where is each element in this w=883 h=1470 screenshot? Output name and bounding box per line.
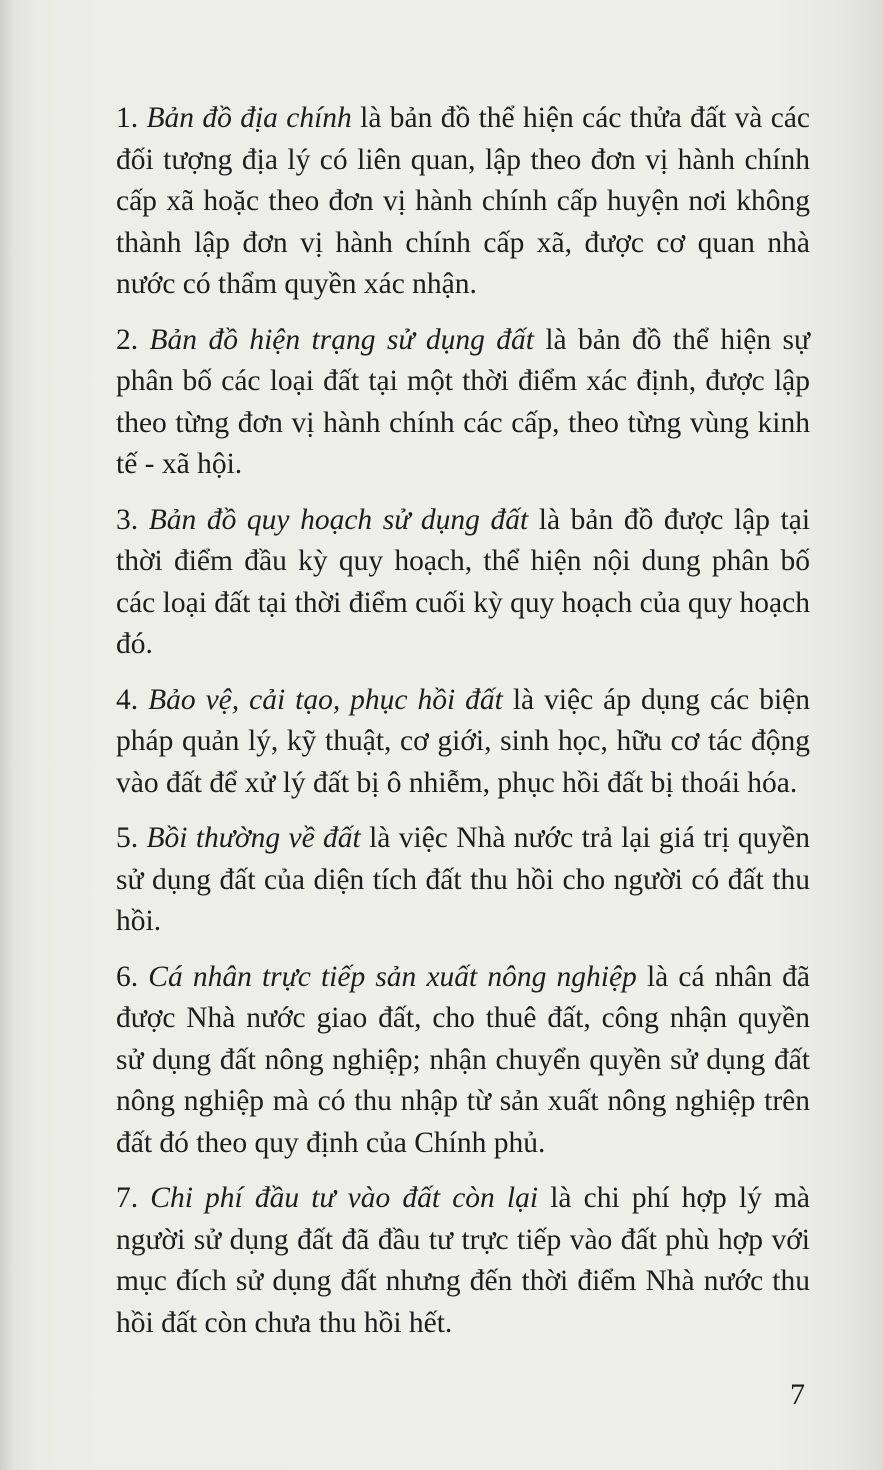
paragraph-number: 1. <box>116 102 139 134</box>
paragraph-6 <box>116 957 810 1165</box>
defined-term: Bảo vệ, cải tạo, phục hồi đất <box>148 683 503 716</box>
definition-text: là bản đồ thể hiện sự phân bố các loại đất tại một thời điểm xác định, được lập theo từng đơn vị hành chính các cấp, theo từng vùng kinh tế - xã hội. <box>116 323 810 480</box>
paragraph-number: 3. <box>116 503 139 536</box>
page-number: 7 <box>790 1378 805 1411</box>
paragraph-3 <box>116 500 810 666</box>
paragraph-number: 4. <box>116 683 139 716</box>
paragraph-2 <box>116 320 810 486</box>
defined-term: Bản đồ địa chính <box>146 102 352 134</box>
definition-text: là bản đồ được lập tại thời điểm đầu kỳ quy hoạch, thể hiện nội dung phân bố các loại đất tại thời điểm cuối kỳ quy hoạch của quy hoạch đó. <box>116 503 811 660</box>
paragraph-4 <box>116 680 810 805</box>
definition-text: là việc Nhà nước trả lại giá trị quyền sử dụng đất của diện tích đất thu hồi cho người có đất thu hồi. <box>116 822 811 937</box>
definition-text: là chi phí hợp lý mà người sử dụng đất đã đầu tư trực tiếp vào đất phù hợp với mục đích sử dụng đất nhưng đến thời điểm Nhà nước thu hồi đất còn chưa thu hồi hết. <box>116 1182 810 1339</box>
paragraph-5 <box>116 818 810 943</box>
defined-term: Cá nhân trực tiếp sản xuất nông nghiệp <box>148 960 637 993</box>
paragraph-1 <box>116 98 810 306</box>
definition-text: là việc áp dụng các biện pháp quản lý, kỹ thuật, cơ giới, sinh học, hữu cơ tác động vào đất để xử lý đất bị ô nhiễm, phục hồi đất bị thoái hóa. <box>116 683 810 799</box>
body-text <box>116 98 810 1358</box>
paragraph-number: 7. <box>116 1182 139 1214</box>
paragraph-number: 5. <box>116 822 139 854</box>
paragraph-number: 2. <box>116 323 139 356</box>
paragraph-number: 6. <box>116 960 139 993</box>
defined-term: Chi phí đầu tư vào đất còn lại <box>150 1182 539 1214</box>
defined-term: Bản đồ quy hoạch sử dụng đất <box>148 503 529 536</box>
paragraph-7 <box>116 1178 810 1344</box>
defined-term: Bản đồ hiện trạng sử dụng đất <box>149 323 534 356</box>
defined-term: Bồi thường về đất <box>146 822 361 854</box>
definition-text: là cá nhân đã được Nhà nước giao đất, cho thuê đất, công nhận quyền sử dụng đất nông nghiệp; nhận chuyển quyền sử dụng đất nông nghiệp mà có thu nhập từ sản xuất nông nghiệp trên đất đó theo quy định của Chính phủ. <box>116 960 811 1159</box>
definition-text: là bản đồ thể hiện các thửa đất và các đối tượng địa lý có liên quan, lập theo đơn vị hành chính cấp xã hoặc theo đơn vị hành chính cấp huyện nơi không thành lập đơn vị hành chính cấp xã, được cơ quan nhà nước có thẩm quyền xác nhận. <box>116 102 811 300</box>
